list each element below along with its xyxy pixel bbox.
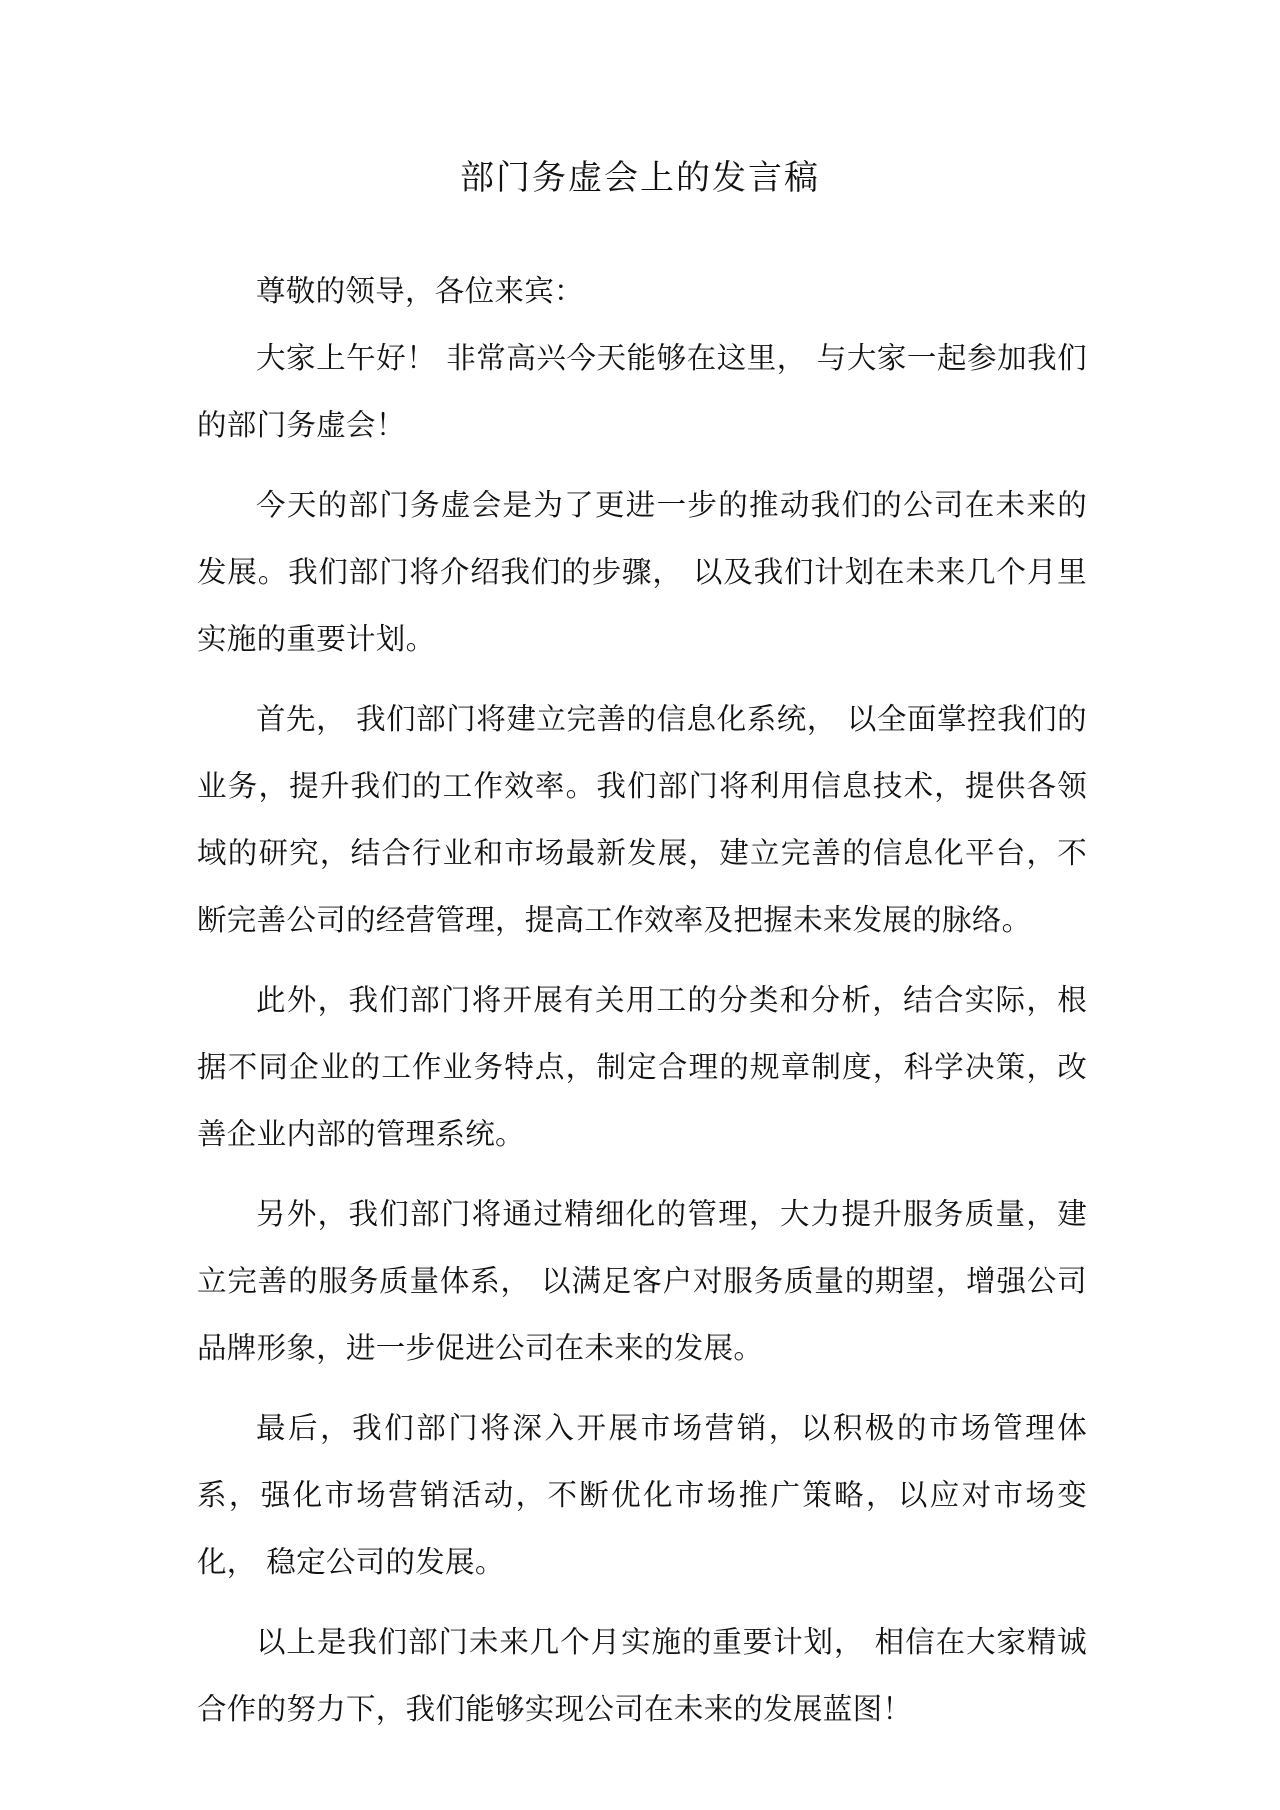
opening-paragraph: 大家上午好！ 非常高兴今天能够在这里， 与大家一起参加我们的部门务虚会！ xyxy=(197,341,1087,442)
page-title: 部门务虚会上的发言稿 xyxy=(460,158,820,198)
closing-paragraph: 以上是我们部门未来几个月实施的重要计划， 相信在大家精诚合作的努力下，我们能够实现公司在未来的发展蓝图！ xyxy=(197,1625,1087,1726)
document-body xyxy=(197,258,1087,1756)
second-plan-paragraph: 此外，我们部门将开展有关用工的分类和分析，结合实际，根据不同企业的工作业务特点，制定合理的规章制度，科学决策，改善企业内部的管理系统。 xyxy=(197,983,1087,1151)
purpose-paragraph: 今天的部门务虚会是为了更进一步的推动我们的公司在未来的发展。我们部门将介绍我们的步骤， 以及我们计划在未来几个月里实施的重要计划。 xyxy=(197,488,1087,656)
first-plan-paragraph: 首先， 我们部门将建立完善的信息化系统， 以全面掌控我们的业务，提升我们的工作效率。我们部门将利用信息技术，提供各领域的研究，结合行业和市场最新发展，建立完善的信息化平台，不断完善公司的经营管理，提高工作效率及把握未来发展的脉络。 xyxy=(197,702,1087,937)
greeting-paragraph: 尊敬的领导，各位来宾： xyxy=(256,274,584,308)
third-plan-paragraph: 另外，我们部门将通过精细化的管理，大力提升服务质量，建立完善的服务质量体系， 以满足客户对服务质量的期望，增强公司品牌形象，进一步促进公司在未来的发展。 xyxy=(197,1197,1087,1365)
fourth-plan-paragraph: 最后，我们部门将深入开展市场营销，以积极的市场管理体系，强化市场营销活动，不断优化市场推广策略，以应对市场变化， 稳定公司的发展。 xyxy=(197,1411,1087,1579)
